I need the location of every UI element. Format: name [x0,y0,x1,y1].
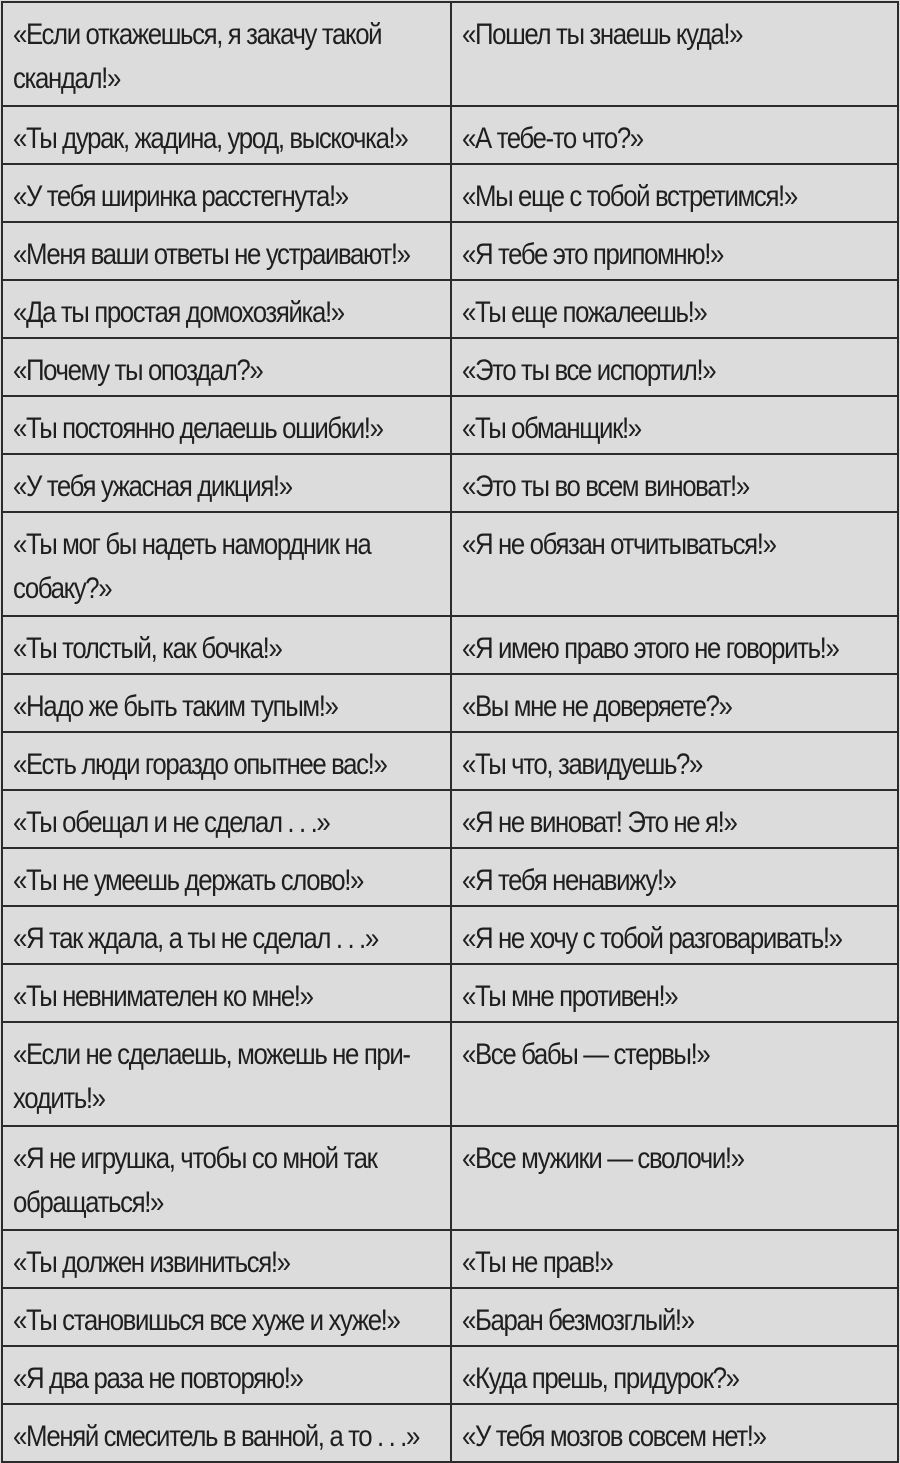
left-phrase-cell [2,164,451,222]
left-phrase-text: «Есть люди гораздо опытнее вас!» [13,748,387,781]
right-phrase-cell [451,280,898,338]
left-phrase-cell [2,512,451,616]
table-row [2,964,898,1022]
left-phrase-cell [2,396,451,454]
right-phrase-text: «Все мужики — сволочи!» [462,1142,744,1175]
left-phrase-cell [2,1404,451,1462]
table-row [2,1022,898,1126]
right-phrase-cell [451,848,898,906]
table-row [2,2,898,106]
right-phrase-text: «Я тебя ненавижу!» [462,864,676,897]
left-phrase-cell [2,732,451,790]
right-phrase-text: «Я имею право этого не говорить!» [462,632,839,665]
right-phrase-text: «Вы мне не доверяете?» [462,690,732,723]
right-phrase-text: «Пошел ты знаешь куда!» [462,18,743,51]
right-phrase-text: «Все бабы — стервы!» [462,1038,710,1071]
left-phrase-cell [2,674,451,732]
table-row [2,164,898,222]
right-phrase-text: «Ты не прав!» [462,1246,613,1279]
right-phrase-cell [451,1288,898,1346]
left-phrase-text: «Ты невнимателен ко мне!» [13,980,313,1013]
left-phrase-cell [2,848,451,906]
left-phrase-cell [2,1126,451,1230]
left-phrase-cell [2,222,451,280]
table-row [2,454,898,512]
left-phrase-text: «Ты не умеешь держать слово!» [13,864,364,897]
right-phrase-text: «Я не обязан отчитываться!» [462,528,776,561]
left-phrase-text: «Ты мог бы надеть намордник на собаку?» [13,528,371,605]
left-phrase-cell [2,1230,451,1288]
left-phrase-text: «Ты становишься все хуже и хуже!» [13,1304,400,1337]
right-phrase-text: «Ты что, завидуешь?» [462,748,702,781]
table-row [2,106,898,164]
left-phrase-cell [2,1288,451,1346]
right-phrase-cell [451,512,898,616]
table-row [2,1404,898,1462]
table-row [2,396,898,454]
right-phrase-cell [451,2,898,106]
left-phrase-text: «У тебя ширинка расстегнута!» [13,180,348,213]
left-phrase-text: «Почему ты опоздал?» [13,354,263,387]
right-phrase-text: «Я не виноват! Это не я!» [462,806,737,839]
table-row [2,1288,898,1346]
table-row [2,222,898,280]
phrases-table-body [2,2,898,1462]
right-phrase-cell [451,1022,898,1126]
right-phrase-text: «Я тебе это припомню!» [462,238,724,271]
table-row [2,848,898,906]
left-phrase-text: «Я так ждала, а ты не сделал . . .» [13,922,378,955]
left-phrase-text: «Ты постоянно делаешь ошибки!» [13,412,383,445]
left-phrase-cell [2,964,451,1022]
left-phrase-text: «Ты должен извиниться!» [13,1246,290,1279]
left-phrase-text: «Если не сделаешь, можешь не при-ходить!» [13,1038,410,1115]
table-row [2,1346,898,1404]
left-phrase-text: «Ты толстый, как бочка!» [13,632,282,665]
table-row [2,1126,898,1230]
right-phrase-text: «Баран безмозглый!» [462,1304,694,1337]
right-phrase-cell [451,732,898,790]
table-row [2,1230,898,1288]
phrases-table [1,1,899,1463]
right-phrase-cell [451,616,898,674]
left-phrase-cell [2,790,451,848]
right-phrase-text: «Это ты все испортил!» [462,354,716,387]
right-phrase-cell [451,1404,898,1462]
right-phrase-cell [451,964,898,1022]
left-phrase-cell [2,2,451,106]
left-phrase-text: «Меня ваши ответы не устраивают!» [13,238,410,271]
right-phrase-text: «Ты мне противен!» [462,980,678,1013]
left-phrase-cell [2,454,451,512]
left-phrase-text: «Я не игрушка, чтобы со мной так обращаться!» [13,1142,377,1219]
left-phrase-cell [2,338,451,396]
table-row [2,338,898,396]
left-phrase-text: «Надо же быть таким тупым!» [13,690,338,723]
table-row [2,512,898,616]
right-phrase-cell [451,222,898,280]
right-phrase-text: «Ты еще пожалеешь!» [462,296,707,329]
right-phrase-cell [451,1346,898,1404]
left-phrase-text: «Да ты простая домохозяйка!» [13,296,344,329]
table-row [2,906,898,964]
right-phrase-text: «У тебя мозгов совсем нет!» [462,1420,766,1453]
left-phrase-text: «У тебя ужасная дикция!» [13,470,292,503]
right-phrase-cell [451,906,898,964]
left-phrase-cell [2,280,451,338]
right-phrase-text: «А тебе-то что?» [462,122,643,155]
left-phrase-cell [2,106,451,164]
right-phrase-cell [451,164,898,222]
table-row [2,280,898,338]
right-phrase-text: «Мы еще с тобой встретимся!» [462,180,797,213]
table-row [2,674,898,732]
right-phrase-text: «Ты обманщик!» [462,412,641,445]
right-phrase-cell [451,454,898,512]
right-phrase-cell [451,790,898,848]
right-phrase-cell [451,1126,898,1230]
table-row [2,732,898,790]
right-phrase-cell [451,1230,898,1288]
right-phrase-text: «Я не хочу с тобой разговаривать!» [462,922,842,955]
right-phrase-text: «Куда прешь, придурок?» [462,1362,739,1395]
left-phrase-cell [2,616,451,674]
left-phrase-text: «Я два раза не повторяю!» [13,1362,303,1395]
left-phrase-cell [2,906,451,964]
table-row [2,790,898,848]
table-row [2,616,898,674]
left-phrase-text: «Ты обещал и не сделал . . .» [13,806,330,839]
right-phrase-cell [451,338,898,396]
right-phrase-cell [451,674,898,732]
right-phrase-cell [451,106,898,164]
left-phrase-text: «Меняй смеситель в ванной, а то . . .» [13,1420,419,1453]
right-phrase-cell [451,396,898,454]
left-phrase-cell [2,1346,451,1404]
right-phrase-text: «Это ты во всем виноват!» [462,470,749,503]
left-phrase-cell [2,1022,451,1126]
left-phrase-text: «Ты дурак, жадина, урод, выскочка!» [13,122,408,155]
left-phrase-text: «Если откажешься, я закачу такой скандал!» [13,18,382,95]
